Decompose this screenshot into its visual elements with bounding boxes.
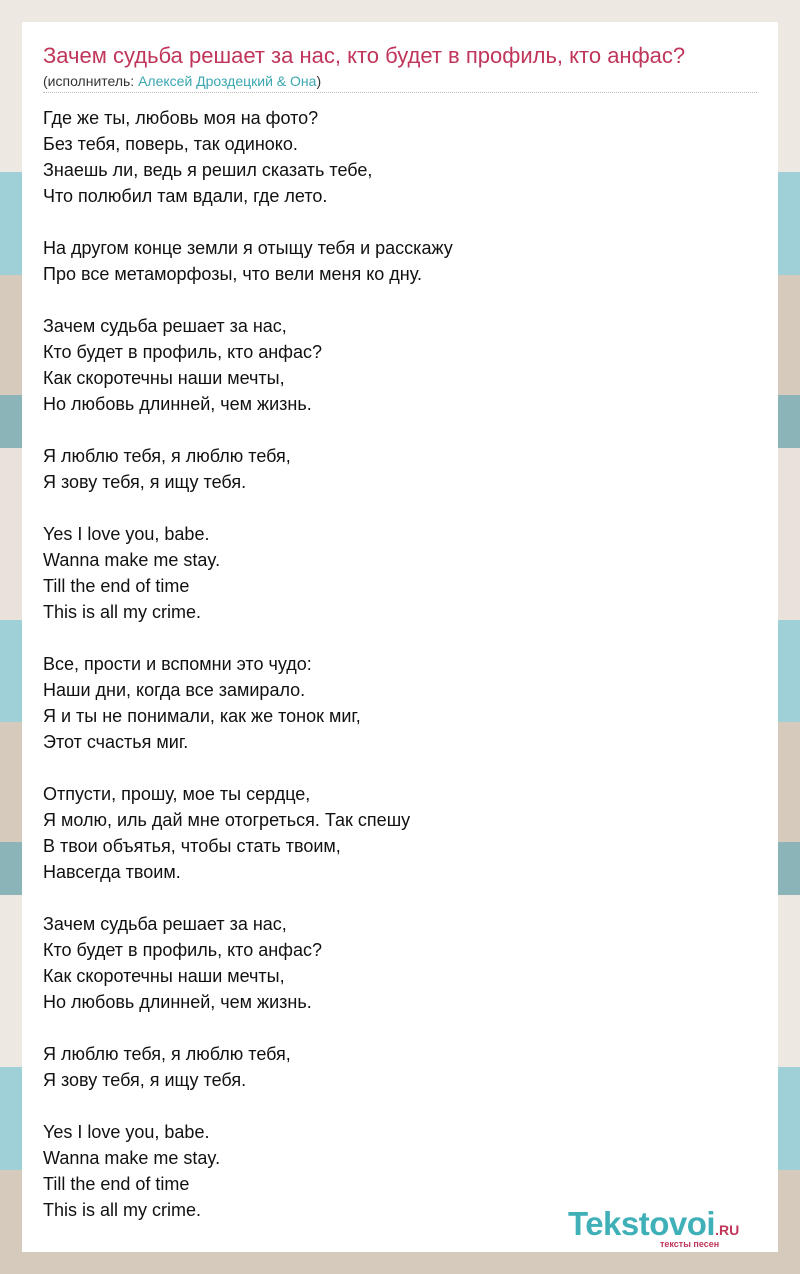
lyric-line: На другом конце земли я отыщу тебя и расскажу — [43, 238, 453, 258]
lyric-line: Навсегда твоим. — [43, 862, 181, 882]
lyric-line: Но любовь длинней, чем жизнь. — [43, 992, 312, 1012]
lyric-line: Yes I love you, babe. — [43, 1122, 210, 1142]
lyric-line: Наши дни, когда все замирало. — [43, 680, 306, 700]
lyric-line: Зачем судьба решает за нас, — [43, 914, 287, 934]
lyric-line: Про все метаморфозы, что вели меня ко дну. — [43, 264, 422, 284]
lyric-line: Все, прости и вспомни это чудо: — [43, 654, 312, 674]
lyric-line: Я зову тебя, я ищу тебя. — [43, 1070, 247, 1090]
lyrics-stanza — [43, 313, 757, 417]
lyric-line: Но любовь длинней, чем жизнь. — [43, 394, 312, 414]
lyric-line: This is all my crime. — [43, 602, 202, 622]
artist-link[interactable]: Алексей Дроздецкий & Она — [138, 73, 317, 89]
lyrics-stanza — [43, 1041, 757, 1093]
lyrics-body — [43, 105, 757, 1223]
lyric-line: Без тебя, поверь, так одиноко. — [43, 134, 298, 154]
lyric-line: Кто будет в профиль, кто анфас? — [43, 342, 323, 362]
logo-name: Tekstovoi — [568, 1205, 716, 1242]
logo-tagline: тексты песен — [660, 1239, 720, 1249]
lyrics-stanza — [43, 651, 757, 755]
lyric-line: Я и ты не понимали, как же тонок миг, — [43, 706, 361, 726]
lyrics-stanza — [43, 781, 757, 885]
lyrics-stanza — [43, 911, 757, 1015]
lyric-line: Я люблю тебя, я люблю тебя, — [43, 1044, 291, 1064]
lyric-line: Till the end of time — [43, 1174, 190, 1194]
lyric-line: This is all my crime. — [43, 1200, 202, 1220]
title-divider — [43, 92, 757, 93]
lyrics-stanza — [43, 235, 757, 287]
lyric-line: Wanna make me stay. — [43, 1148, 221, 1168]
lyric-line: Yes I love you, babe. — [43, 524, 210, 544]
lyrics-stanza — [43, 105, 757, 209]
artist-suffix: ) — [316, 73, 322, 89]
lyric-line: Я люблю тебя, я люблю тебя, — [43, 446, 291, 466]
lyrics-stanza — [43, 443, 757, 495]
lyric-line: Этот счастья миг. — [43, 732, 189, 752]
lyric-line: Где же ты, любовь моя на фото? — [43, 108, 319, 128]
lyric-line: Кто будет в профиль, кто анфас? — [43, 940, 323, 960]
lyric-line: Как скоротечны наши мечты, — [43, 966, 285, 986]
lyric-line: Зачем судьба решает за нас, — [43, 316, 287, 336]
lyric-line: Till the end of time — [43, 576, 190, 596]
lyric-line: Знаешь ли, ведь я решил сказать тебе, — [43, 160, 373, 180]
artist-line — [43, 73, 321, 89]
lyric-line: Что полюбил там вдали, где лето. — [43, 186, 328, 206]
lyrics-card — [22, 22, 778, 1252]
artist-prefix: (исполнитель: — [43, 73, 139, 89]
logo-tld: .RU — [715, 1222, 740, 1238]
lyric-line: В твои объятья, чтобы стать твоим, — [43, 836, 341, 856]
lyrics-stanza — [43, 521, 757, 625]
lyric-line: Я зову тебя, я ищу тебя. — [43, 472, 247, 492]
lyric-line: Отпусти, прошу, мое ты сердце, — [43, 784, 311, 804]
song-title: Зачем судьба решает за нас, кто будет в профиль, кто анфас? — [43, 43, 686, 68]
lyric-line: Я молю, иль дай мне отогреться. Так спешу — [43, 810, 411, 830]
lyric-line: Wanna make me stay. — [43, 550, 221, 570]
lyric-line: Как скоротечны наши мечты, — [43, 368, 285, 388]
